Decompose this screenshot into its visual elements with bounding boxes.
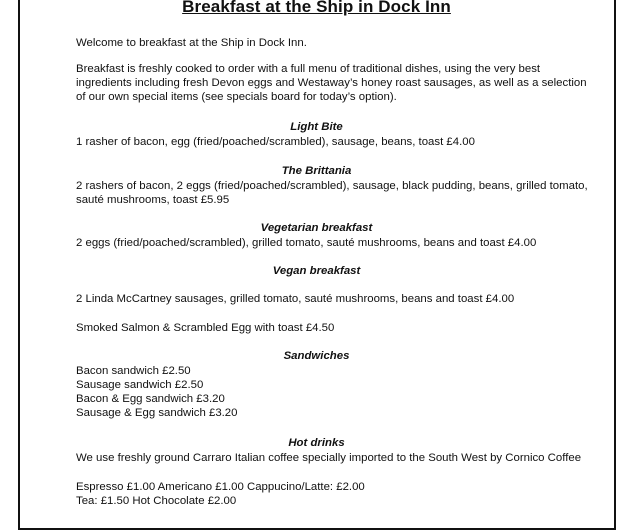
sandwiches-heading: Sandwiches: [283, 350, 350, 362]
drink-prices-line-1: Espresso £1.00 Americano £1.00 Cappucino/Latte: £2.00: [76, 481, 365, 493]
hot-drinks-heading: Hot drinks: [288, 437, 345, 449]
sandwich-item: Sausage & Egg sandwich £3.20: [76, 407, 238, 419]
vegan-heading: Vegan breakfast: [272, 265, 361, 277]
sandwich-item: Bacon & Egg sandwich £3.20: [76, 393, 225, 405]
welcome-text: Welcome to breakfast at the Ship in Dock Inn.: [76, 37, 307, 49]
brittania-line-1: 2 rashers of bacon, 2 eggs (fried/poached/scrambled), sausage, black pudding, beans, grilled tomato,: [76, 180, 588, 192]
vegan-description: 2 Linda McCartney sausages, grilled tomato, sauté mushrooms, beans and toast £4.00: [76, 293, 515, 305]
drink-prices-line-2: Tea: £1.50 Hot Chocolate £2.00: [76, 495, 237, 507]
intro-line-3: of our own special items (see specials board for today’s option).: [76, 91, 397, 103]
intro-line-2: ingredients including fresh Devon eggs and Westaway’s honey roast sausages, as well as a selection: [76, 77, 587, 89]
smoked-salmon-item: Smoked Salmon & Scrambled Egg with toast £4.50: [76, 322, 335, 334]
brittania-heading: The Brittania: [281, 165, 352, 177]
light-bite-description: 1 rasher of bacon, egg (fried/poached/scrambled), sausage, beans, toast £4.00: [76, 136, 475, 148]
intro-line-1: Breakfast is freshly cooked to order with a full menu of traditional dishes, using the very best: [76, 63, 541, 75]
sandwich-item: Sausage sandwich £2.50: [76, 379, 204, 391]
coffee-note: We use freshly ground Carraro Italian coffee specially imported to the South West by Cornico Coffee: [76, 452, 582, 464]
menu-title: Breakfast at the Ship in Dock Inn: [182, 0, 451, 16]
sandwich-item: Bacon sandwich £2.50: [76, 365, 191, 377]
light-bite-heading: Light Bite: [290, 121, 343, 133]
brittania-line-2: sauté mushrooms, toast £5.95: [76, 194, 230, 206]
vegetarian-description: 2 eggs (fried/poached/scrambled), grilled tomato, sauté mushrooms, beans and toast £4.00: [76, 237, 537, 249]
vegetarian-heading: Vegetarian breakfast: [260, 222, 373, 234]
